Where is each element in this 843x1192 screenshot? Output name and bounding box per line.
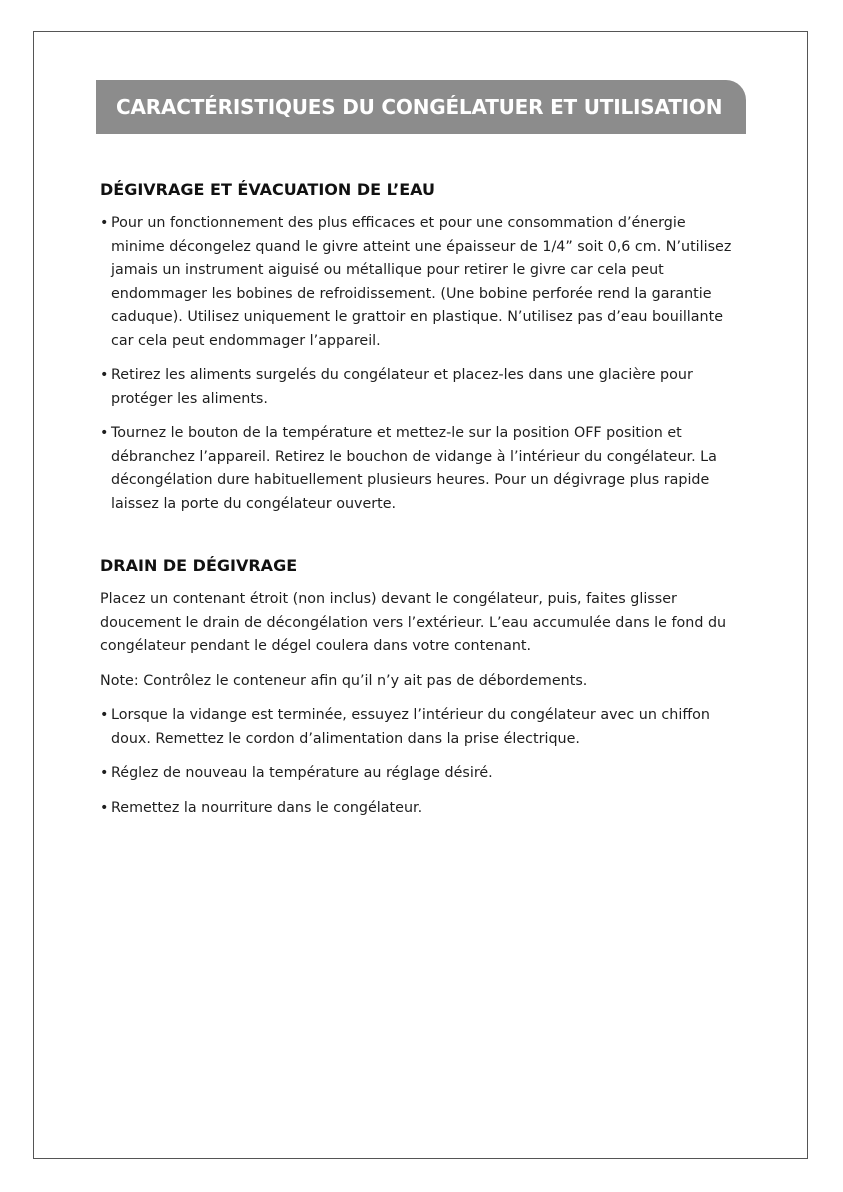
list-item-text: Réglez de nouveau la température au réglage désiré.	[111, 765, 493, 781]
list-item	[100, 797, 740, 821]
list-item-text: Lorsque la vidange est terminée, essuyez l’intérieur du congélateur avec un chiffon doux. Remettez le cordon d’alimentation dans la prise électrique.	[111, 707, 710, 747]
list-item	[100, 704, 740, 751]
bullet-icon: •	[100, 425, 109, 441]
list-item-text: Remettez la nourriture dans le congélateur.	[111, 799, 423, 816]
list-item	[100, 422, 740, 516]
section-heading-defrost: DÉGIVRAGE ET ÉVACUATION DE L’EAU	[100, 180, 436, 199]
page-title: CARACTÉRISTIQUES DU CONGÉLATUER ET UTILISATION	[96, 80, 746, 134]
bullet-icon: •	[100, 215, 109, 231]
note-paragraph: Note: Contrôlez le conteneur afin qu’il n’y ait pas de débordements.	[100, 672, 588, 689]
list-item-text: Retirez les aliments surgelés du congélateur et placez-les dans une glacière pour protéger les aliments.	[111, 367, 693, 407]
drain-paragraph: Placez un contenant étroit (non inclus) devant le congélateur, puis, faites glisser doucement le drain de décongélation vers l’extérieur. L’eau accumulée dans le fond du congélateur pendant le dégel coulera dans votre contenant.	[100, 591, 727, 654]
section-heading-drain: DRAIN DE DÉGIVRAGE	[100, 556, 298, 575]
bullet-icon: •	[100, 707, 109, 723]
document-body	[100, 178, 740, 831]
list-item	[100, 762, 740, 786]
bullet-icon: •	[100, 765, 109, 781]
bullet-icon: •	[100, 367, 109, 383]
list-item-text: Tournez le bouton de la température et mettez-le sur la position OFF position et débranchez l’appareil. Retirez le bouchon de vidange à l’intérieur du congélateur. La décongélation dure habituellement plusieurs heures. Pour un dégivrage plus rapide laissez la porte du congélateur ouverte.	[111, 425, 717, 512]
list-item	[100, 212, 740, 353]
list-item-text: Pour un fonctionnement des plus efficaces et pour une consommation d’énergie minime décongelez quand le givre atteint une épaisseur de 1/4” soit 0,6 cm. N’utilisez jamais un instrument aiguisé ou métallique pour retirer le givre car cela peut endommager les bobines de refroidissement. (Une bobine perforée rend la garantie caduque). Utilisez uniquement le grattoir en plastique. N’utilisez pas d’eau bouillante car cela peut endommager l’appareil.	[111, 215, 732, 349]
bullet-icon: •	[100, 799, 109, 816]
list-item	[100, 364, 740, 411]
